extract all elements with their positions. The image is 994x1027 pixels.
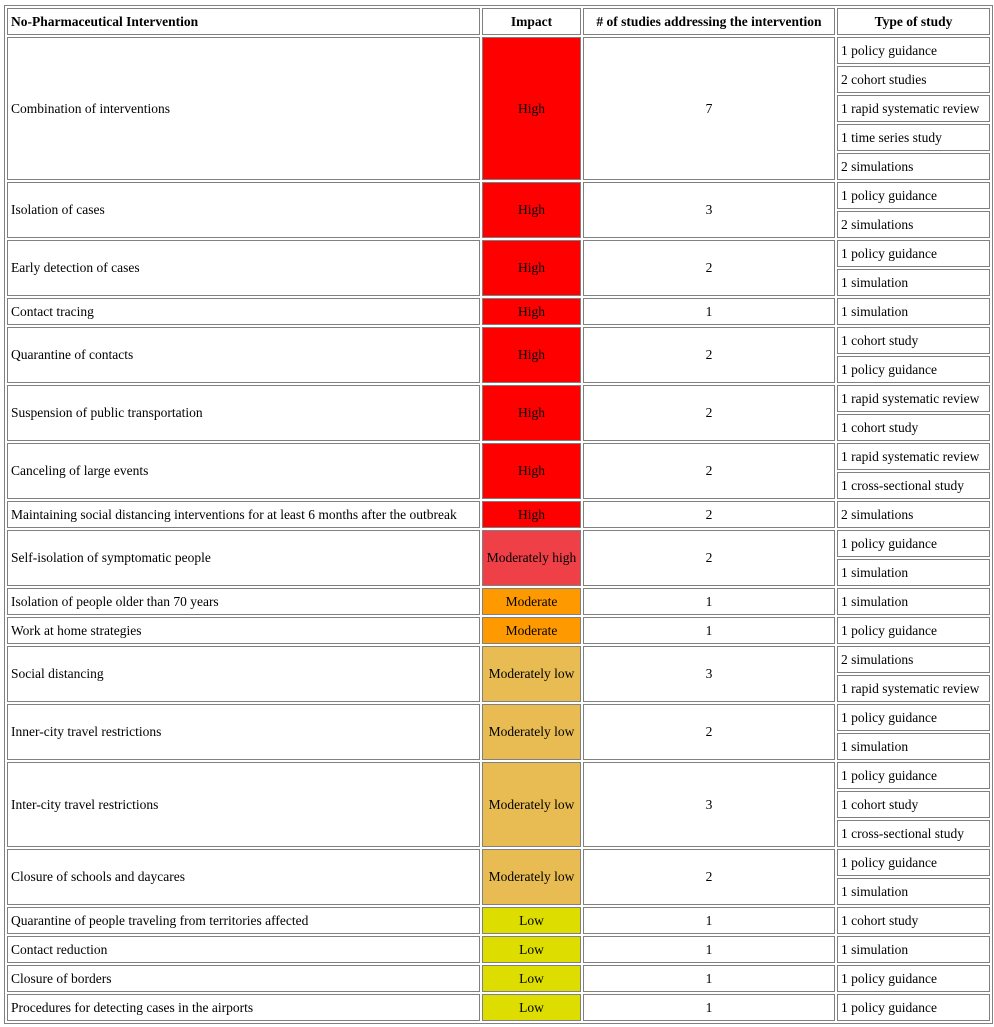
intervention-cell: Isolation of people older than 70 years: [7, 588, 480, 615]
study-type-cell: 1 policy guidance: [837, 37, 990, 64]
study-type-cell: 1 rapid systematic review: [837, 443, 990, 470]
intervention-cell: Contact tracing: [7, 298, 480, 325]
study-type-cell: 2 simulations: [837, 646, 990, 673]
study-type-cell: 1 cross-sectional study: [837, 820, 990, 847]
study-type-cell: 2 simulations: [837, 153, 990, 180]
table-row: [7, 37, 990, 64]
intervention-cell: Social distancing: [7, 646, 480, 702]
intervention-cell: Procedures for detecting cases in the airports: [7, 994, 480, 1021]
intervention-cell: Combination of interventions: [7, 37, 480, 180]
impact-cell: Low: [482, 907, 581, 934]
study-count-cell: 2: [583, 530, 835, 586]
study-type-cell: 2 cohort studies: [837, 66, 990, 93]
study-type-cell: 1 policy guidance: [837, 182, 990, 209]
impact-cell: Moderately low: [482, 762, 581, 847]
impact-cell: Low: [482, 994, 581, 1021]
table-row: [7, 240, 990, 267]
study-type-cell: 1 simulation: [837, 936, 990, 963]
study-type-cell: 1 cohort study: [837, 414, 990, 441]
study-type-cell: 1 policy guidance: [837, 617, 990, 644]
table-row: [7, 443, 990, 470]
study-type-cell: 1 rapid systematic review: [837, 95, 990, 122]
intervention-cell: Early detection of cases: [7, 240, 480, 296]
study-type-cell: 1 policy guidance: [837, 356, 990, 383]
table-row: [7, 907, 990, 934]
table-row: [7, 762, 990, 789]
intervention-cell: Self-isolation of symptomatic people: [7, 530, 480, 586]
impact-cell: High: [482, 327, 581, 383]
study-count-cell: 2: [583, 240, 835, 296]
study-type-cell: 1 policy guidance: [837, 762, 990, 789]
study-count-cell: 1: [583, 907, 835, 934]
table-row: [7, 704, 990, 731]
study-type-cell: 2 simulations: [837, 211, 990, 238]
table-row: [7, 298, 990, 325]
study-type-cell: 1 policy guidance: [837, 530, 990, 557]
impact-cell: High: [482, 443, 581, 499]
study-type-cell: 1 policy guidance: [837, 994, 990, 1021]
table-row: [7, 182, 990, 209]
intervention-cell: Work at home strategies: [7, 617, 480, 644]
study-count-cell: 2: [583, 849, 835, 905]
study-type-cell: 1 policy guidance: [837, 704, 990, 731]
study-count-cell: 1: [583, 617, 835, 644]
intervention-cell: Canceling of large events: [7, 443, 480, 499]
intervention-cell: Suspension of public transportation: [7, 385, 480, 441]
intervention-cell: Quarantine of contacts: [7, 327, 480, 383]
study-type-cell: 1 rapid systematic review: [837, 675, 990, 702]
study-type-cell: 1 simulation: [837, 733, 990, 760]
intervention-cell: Inter-city travel restrictions: [7, 762, 480, 847]
impact-cell: Moderately low: [482, 704, 581, 760]
impact-cell: Moderately high: [482, 530, 581, 586]
study-type-cell: 1 simulation: [837, 878, 990, 905]
study-type-cell: 1 simulation: [837, 298, 990, 325]
study-type-cell: 1 simulation: [837, 269, 990, 296]
table-row: [7, 617, 990, 644]
impact-cell: Moderate: [482, 617, 581, 644]
study-count-cell: 1: [583, 994, 835, 1021]
table-row: [7, 936, 990, 963]
intervention-cell: Closure of borders: [7, 965, 480, 992]
impact-cell: Low: [482, 936, 581, 963]
study-type-cell: 1 policy guidance: [837, 849, 990, 876]
table-row: [7, 327, 990, 354]
study-count-cell: 3: [583, 182, 835, 238]
impact-cell: High: [482, 385, 581, 441]
table-row: [7, 588, 990, 615]
impact-cell: Low: [482, 965, 581, 992]
study-count-cell: 1: [583, 936, 835, 963]
study-type-cell: 1 cohort study: [837, 907, 990, 934]
study-count-cell: 2: [583, 385, 835, 441]
study-type-cell: 1 cohort study: [837, 791, 990, 818]
impact-cell: High: [482, 501, 581, 528]
study-count-cell: 2: [583, 327, 835, 383]
study-count-cell: 3: [583, 646, 835, 702]
impact-cell: Moderate: [482, 588, 581, 615]
study-count-cell: 2: [583, 443, 835, 499]
table-row: [7, 530, 990, 557]
study-count-cell: 2: [583, 501, 835, 528]
impact-cell: High: [482, 37, 581, 180]
table-row: [7, 994, 990, 1021]
study-count-cell: 3: [583, 762, 835, 847]
table-row: [7, 501, 990, 528]
study-type-cell: 1 simulation: [837, 588, 990, 615]
study-type-cell: 1 rapid systematic review: [837, 385, 990, 412]
intervention-cell: Closure of schools and daycares: [7, 849, 480, 905]
study-type-cell: 2 simulations: [837, 501, 990, 528]
study-type-cell: 1 policy guidance: [837, 965, 990, 992]
table-row: [7, 965, 990, 992]
intervention-cell: Quarantine of people traveling from territories affected: [7, 907, 480, 934]
intervention-cell: Isolation of cases: [7, 182, 480, 238]
table-row: [7, 849, 990, 876]
intervention-cell: Inner-city travel restrictions: [7, 704, 480, 760]
impact-cell: Moderately low: [482, 849, 581, 905]
study-type-cell: 1 simulation: [837, 559, 990, 586]
table-row: [7, 646, 990, 673]
npi-impact-table: [4, 5, 993, 1024]
study-count-cell: 1: [583, 965, 835, 992]
study-type-cell: 1 cross-sectional study: [837, 472, 990, 499]
header-study-count: # of studies addressing the intervention: [583, 8, 835, 35]
table-row: [7, 385, 990, 412]
table-body: [7, 37, 990, 1021]
intervention-cell: Maintaining social distancing interventions for at least 6 months after the outbreak: [7, 501, 480, 528]
impact-cell: High: [482, 182, 581, 238]
study-type-cell: 1 cohort study: [837, 327, 990, 354]
intervention-cell: Contact reduction: [7, 936, 480, 963]
impact-cell: Moderately low: [482, 646, 581, 702]
impact-cell: High: [482, 298, 581, 325]
study-count-cell: 7: [583, 37, 835, 180]
study-count-cell: 2: [583, 704, 835, 760]
study-type-cell: 1 policy guidance: [837, 240, 990, 267]
study-type-cell: 1 time series study: [837, 124, 990, 151]
study-count-cell: 1: [583, 588, 835, 615]
header-impact: Impact: [482, 8, 581, 35]
impact-cell: High: [482, 240, 581, 296]
study-count-cell: 1: [583, 298, 835, 325]
header-row: [7, 8, 990, 35]
header-intervention: No-Pharmaceutical Intervention: [7, 8, 480, 35]
header-study-type: Type of study: [837, 8, 990, 35]
